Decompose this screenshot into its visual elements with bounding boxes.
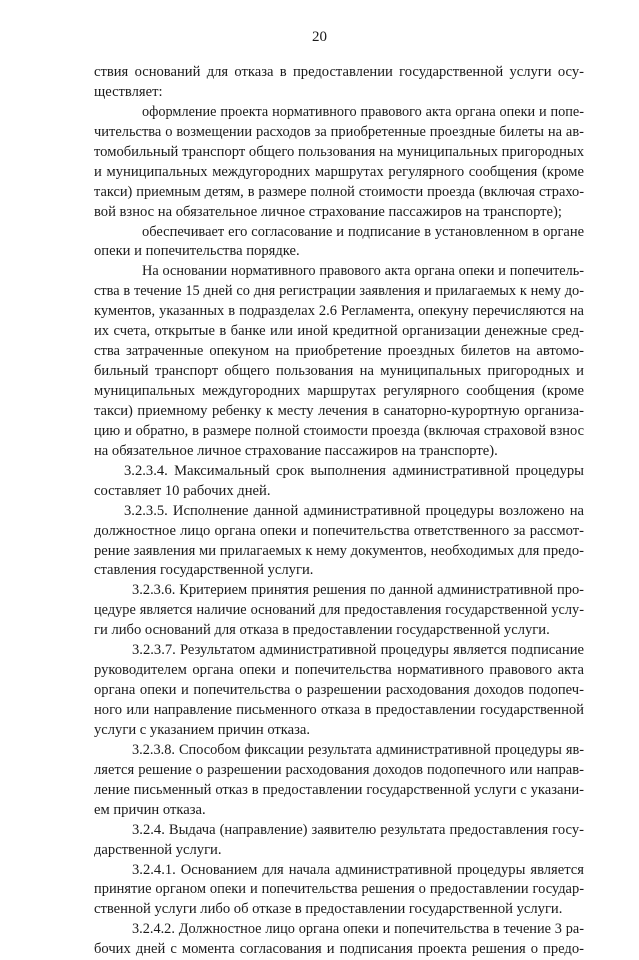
text-line: 3.2.4.1. Основанием для начала административной процедуры является (132, 861, 584, 878)
text-line: 3.2.3.4. Максимальный срок выполнения административной процедуры (124, 462, 584, 479)
text-line: бочих дней с момента согласования и подписания проекта решения о предо- (94, 941, 584, 958)
text-line: цедуре является наличие оснований для предоставления государственной услу- (94, 602, 584, 619)
text-line: 3.2.4.2. Должностное лицо органа опеки и попечительства в течение 3 ра- (132, 921, 584, 938)
text-line: 3.2.3.6. Критерием принятия решения по данной административной про- (132, 582, 584, 599)
text-line: вой взнос на обязательное личное страхование пассажиров на транспорте); (94, 203, 562, 220)
text-line: такси) приемным детям, в размере полной стоимости проезда (включая страхо- (94, 183, 584, 200)
text-line: ственной услуги либо об отказе в предоставлении государственной услуги. (94, 901, 563, 918)
text-line: опеки и попечительства порядке. (94, 243, 300, 260)
text-line: 3.2.3.5. Исполнение данной административной процедуры возложено на (124, 502, 584, 519)
text-line: ного или направление письменного отказа в предоставлении государственной (94, 702, 584, 718)
text-line: и муниципальных междугородних маршрутах регулярного сообщения (кроме (94, 163, 584, 180)
text-line: дарственной услуги. (94, 841, 222, 858)
text-line: 3.2.3.7. Результатом административной процедуры является подписание (132, 642, 584, 659)
text-line: руководителем органа опеки и попечительства нормативного правового акта (94, 662, 584, 679)
text-line: ляется решение о разрешении расходования доходов подопечного или направ- (94, 761, 584, 778)
text-line: На основании нормативного правового акта органа опеки и попечитель- (142, 263, 584, 280)
text-line: их счета, открытые в банке или иной кредитной организации денежные сред- (94, 323, 584, 340)
text-line: ставления государственной услуги. (94, 562, 314, 579)
text-line: бильный транспорт общего пользования на муниципальных пригородных и (94, 363, 584, 380)
text-line: услуги с указанием причин отказа. (94, 721, 311, 738)
text-line: органа опеки и попечительства о разрешении расходования доходов подопеч- (94, 682, 584, 699)
text-line: кументов, указанных в подразделах 2.6 Регламента, опекуну перечисляются на (94, 303, 584, 320)
text-line: ление письменный отказ в предоставлении государственной услуги с указани- (94, 781, 584, 798)
text-line: ги либо оснований для отказа в предоставлении государственной услуги. (94, 622, 550, 639)
text-line: ществляет: (94, 83, 163, 100)
text-line: должностное лицо органа опеки и попечительства ответственного за рассмот- (94, 522, 584, 539)
text-line: 3.2.4. Выдача (направление) заявителю результата предоставления госу- (132, 821, 584, 838)
page-number: 20 (312, 29, 327, 45)
text-line: составляет 10 рабочих дней. (94, 482, 271, 499)
text-line: ем причин отказа. (94, 801, 206, 818)
text-line: томобильный транспорт общего пользования на муниципальных пригородных (94, 143, 584, 160)
text-line: такси) приемному ребенку к месту лечения в санаторно-курортную организа- (94, 402, 584, 419)
text-line: цию и обратно, в размере полной стоимости проезда (включая страховой взнос (94, 422, 584, 439)
text-line: на обязательное личное страхование пассажиров на транспорте). (94, 442, 498, 459)
text-line: обеспечивает его согласование и подписание в установленном в органе (142, 223, 584, 240)
text-line: чительства о возмещении расходов за приобретенные проездные билеты на ав- (94, 123, 584, 140)
text-line: 3.2.3.8. Способом фиксации результата административной процедуры яв- (132, 741, 584, 758)
text-line: ства в течение 15 дней со дня регистрации заявления и прилагаемых к нему до- (94, 283, 584, 300)
text-line: ства затраченные опекуном на приобретение проездных билетов на автомо- (94, 343, 584, 360)
text-line: оформление проекта нормативного правового акта органа опеки и попе- (142, 103, 584, 120)
text-line: ствия оснований для отказа в предоставлении государственной услуги осу- (94, 64, 584, 80)
text-line: рение заявления ми прилагаемых к нему документов, необходимых для предо- (94, 542, 584, 559)
text-line: муниципальных междугородних маршрутах регулярного сообщения (кроме (94, 383, 584, 399)
text-line: принятие органом опеки и попечительства решения о предоставлении государ- (94, 881, 584, 898)
body-text (94, 63, 584, 960)
